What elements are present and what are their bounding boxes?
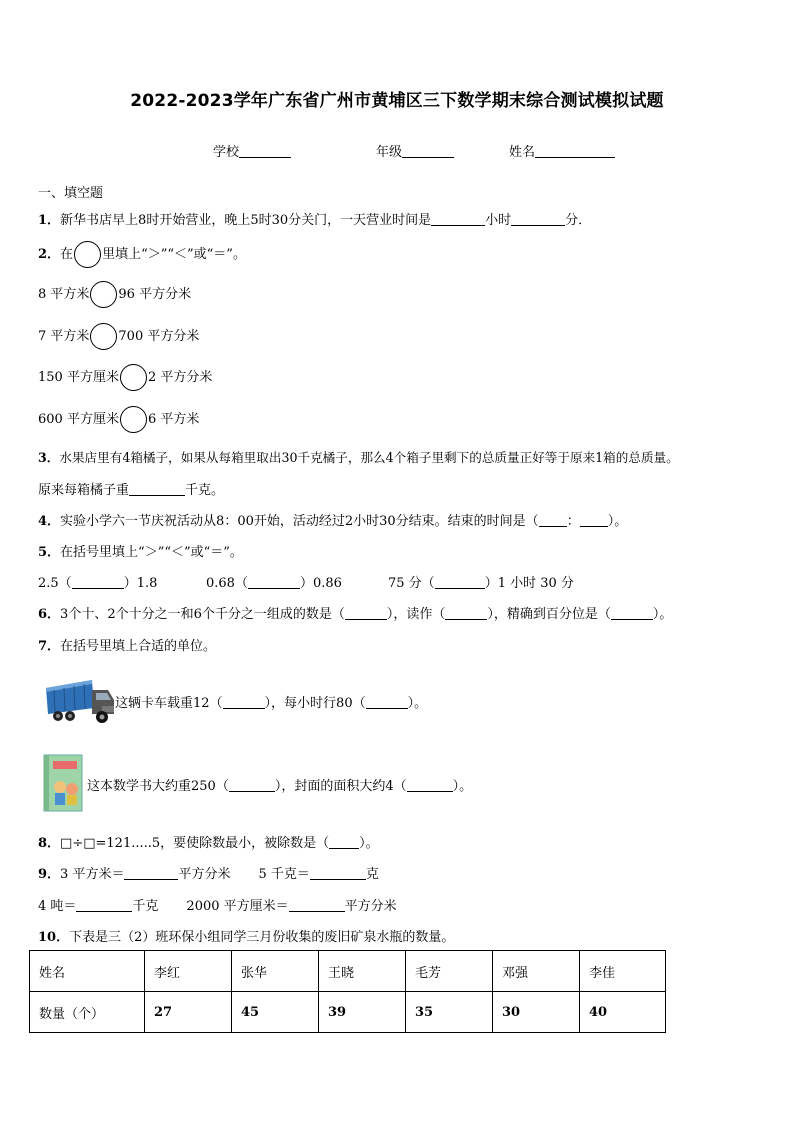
question-3-cont: 原来每箱橘子重 千克。	[38, 483, 225, 498]
question-8: 8．□÷□=121.....5，要使除数最小，被除数是（ ）。	[38, 836, 379, 851]
circle-blank	[74, 241, 101, 268]
circle-answer[interactable]	[90, 323, 117, 350]
compare-row: 2.5（ ）1.8 0.68（ ）0.86 75 分（ ）1 小时 30 分	[38, 576, 574, 591]
answer-blank[interactable]	[310, 865, 366, 880]
table-cell: 邓强	[493, 951, 580, 992]
table-cell: 姓名	[30, 951, 145, 992]
table-row	[30, 951, 666, 992]
answer-blank[interactable]	[72, 574, 124, 589]
answer-blank[interactable]	[229, 777, 275, 792]
table-cell: 39	[319, 992, 406, 1033]
grade-field	[376, 141, 454, 160]
name-blank[interactable]	[535, 143, 615, 158]
compare-row: 7 平方米 700 平方分米	[38, 323, 199, 350]
answer-blank[interactable]	[580, 512, 608, 527]
school-label: 学校	[213, 145, 240, 160]
answer-blank[interactable]	[445, 605, 487, 620]
question-9: 9．3 平方米＝ 平方分米 5 千克＝ 克	[38, 867, 379, 882]
answer-blank[interactable]	[289, 897, 345, 912]
question-5: 5．在括号里填上“＞”“＜”或“＝”。	[38, 545, 243, 560]
circle-answer[interactable]	[90, 281, 117, 308]
question-3: 3．水果店里有4箱橘子，如果从每箱里取出30千克橘子，那么4个箱子里剩下的总质量正好等于原来1箱的总质量。	[38, 450, 679, 465]
table-cell: 王晓	[319, 951, 406, 992]
answer-blank[interactable]	[223, 694, 265, 709]
truck-icon	[44, 678, 116, 724]
question-7-truck: 这辆卡车载重12（ ），每小时行80（ ）。	[115, 696, 428, 711]
grade-label: 年级	[376, 145, 403, 160]
answer-blank[interactable]	[435, 574, 485, 589]
answer-blank[interactable]	[76, 897, 132, 912]
question-10: 10．下表是三（2）班环保小组同学三月份收集的废旧矿泉水瓶的数量。	[38, 930, 455, 945]
answer-blank[interactable]	[611, 605, 653, 620]
compare-row: 8 平方米 96 平方分米	[38, 281, 191, 308]
answer-blank[interactable]	[329, 834, 359, 849]
table-cell: 40	[580, 992, 666, 1033]
answer-blank[interactable]	[124, 865, 178, 880]
question-1: 1．新华书店早上8时开始营业，晚上5时30分关门，一天营业时间是 小时 分．	[38, 213, 592, 228]
bottle-count-table	[29, 950, 666, 1033]
question-6: 6．3个十、2个十分之一和6个千分之一组成的数是（ ），读作（ ），精确到百分位是（ ）。	[38, 607, 673, 622]
question-4: 4．实验小学六一节庆祝活动从8：00开始，活动经过2小时30分结束。结束的时间是（ ： ）。	[38, 514, 628, 529]
table-cell: 李红	[145, 951, 232, 992]
answer-blank[interactable]	[539, 512, 567, 527]
answer-blank[interactable]	[407, 777, 453, 792]
page-title: 2022-2023学年广东省广州市黄埔区三下数学期末综合测试模拟试题	[130, 91, 664, 111]
question-9-cont: 4 吨＝ 千克 2000 平方厘米＝ 平方分米	[38, 899, 397, 914]
table-cell: 毛芳	[406, 951, 493, 992]
table-cell: 数量（个）	[30, 992, 145, 1033]
compare-row: 600 平方厘米 6 平方米	[38, 406, 199, 433]
answer-blank[interactable]	[248, 574, 300, 589]
table-cell: 30	[493, 992, 580, 1033]
circle-answer[interactable]	[120, 406, 147, 433]
answer-blank[interactable]	[366, 694, 408, 709]
name-field	[509, 141, 615, 160]
question-7: 7．在括号里填上合适的单位。	[38, 639, 217, 654]
compare-row: 150 平方厘米 2 平方分米	[38, 364, 212, 391]
answer-blank[interactable]	[431, 211, 485, 226]
section-heading: 一、填空题	[38, 186, 104, 201]
table-cell: 李佳	[580, 951, 666, 992]
table-cell: 张华	[232, 951, 319, 992]
answer-blank[interactable]	[511, 211, 565, 226]
circle-answer[interactable]	[120, 364, 147, 391]
answer-blank[interactable]	[345, 605, 387, 620]
answer-blank[interactable]	[129, 481, 185, 496]
school-blank[interactable]	[239, 143, 291, 158]
question-2: 2．在 里填上“＞”“＜”或“＝”。	[38, 241, 246, 268]
grade-blank[interactable]	[402, 143, 454, 158]
math-book-icon	[42, 753, 84, 813]
table-cell: 35	[406, 992, 493, 1033]
table-row	[30, 992, 666, 1033]
name-label: 姓名	[509, 145, 536, 160]
question-7-book: 这本数学书大约重250（ ），封面的面积大约4（ ）。	[87, 779, 473, 794]
table-cell: 27	[145, 992, 232, 1033]
table-cell: 45	[232, 992, 319, 1033]
school-field	[213, 141, 291, 160]
